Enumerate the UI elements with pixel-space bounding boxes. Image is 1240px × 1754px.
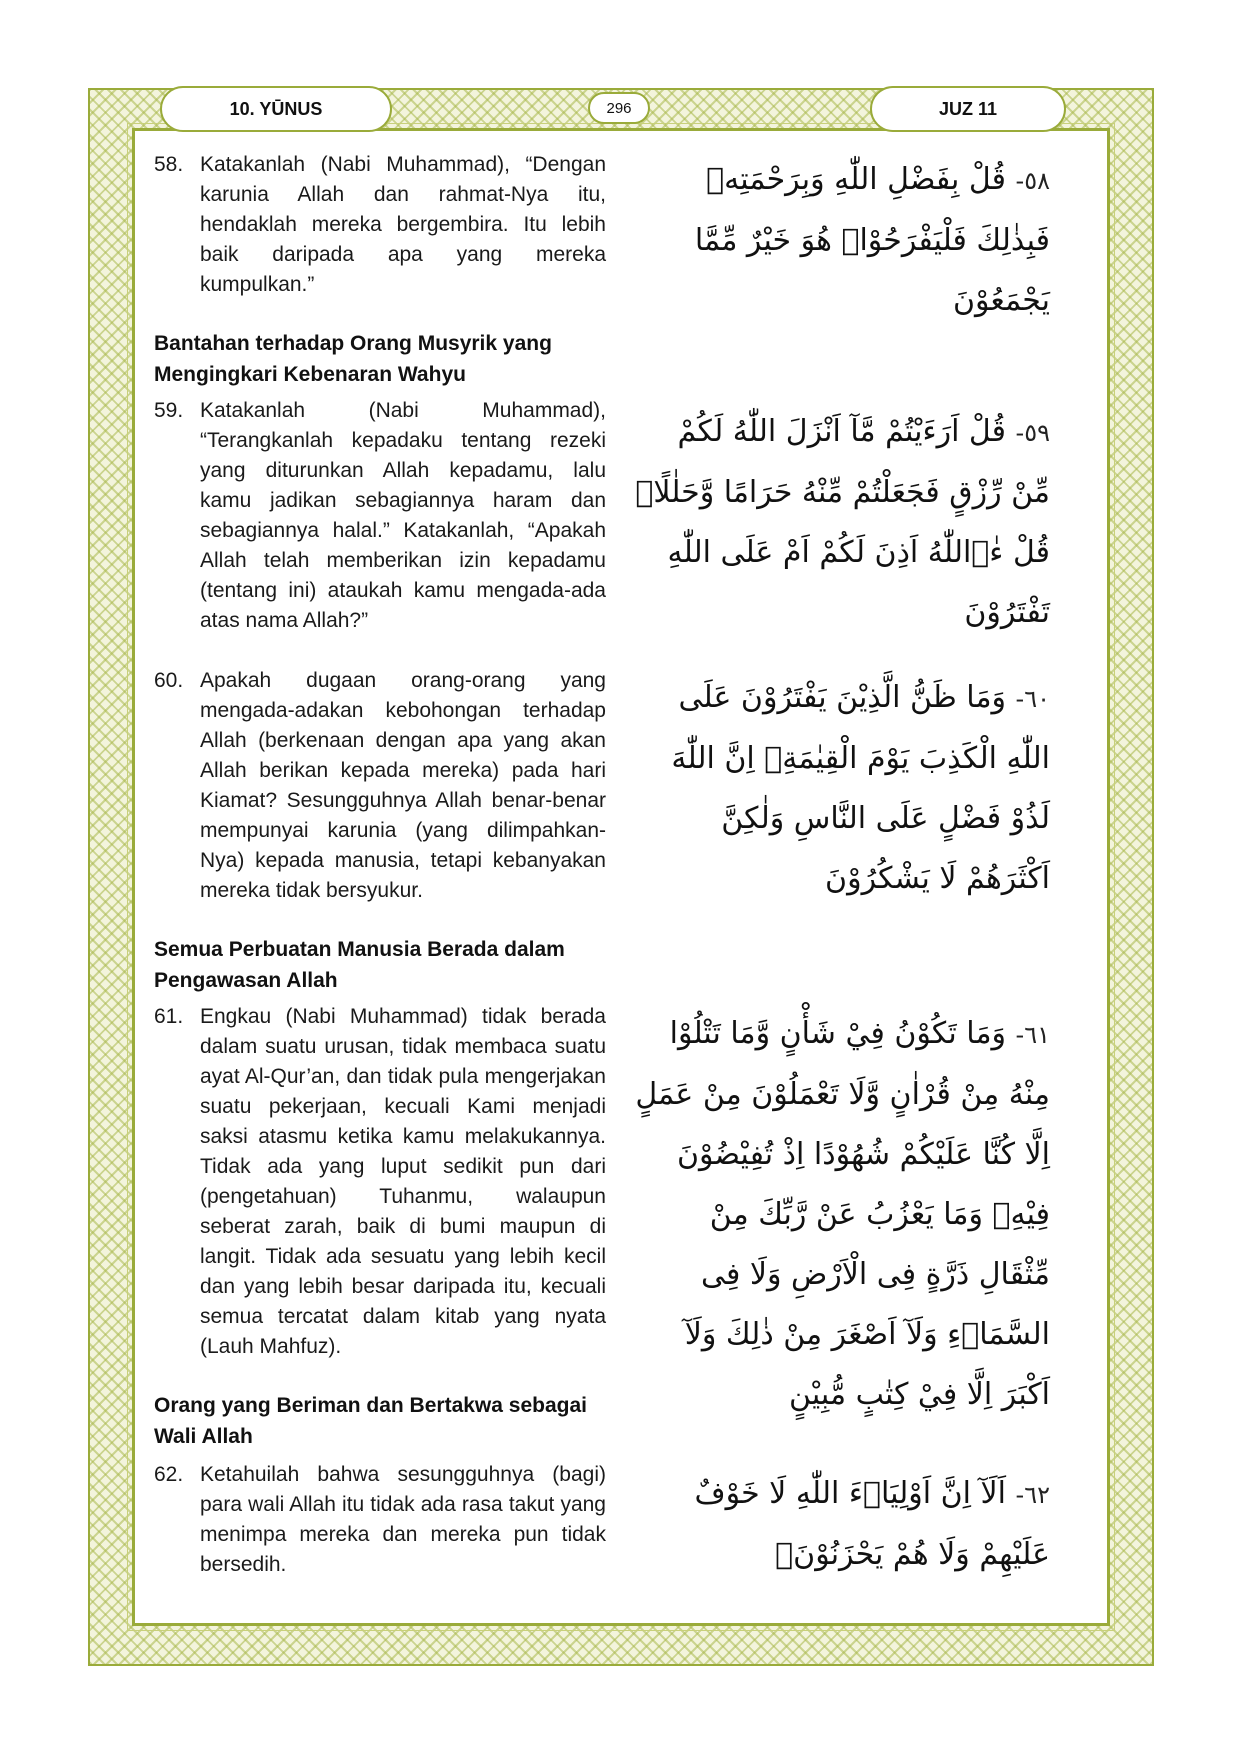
verse-translation: Engkau (Nabi Muhammad) tidak berada dalam suatu urusan, tidak membaca suatu ayat Al-Qur’an, dan tidak pula mengerjakan suatu pekerjaan, kecuali Kami menjadi saksi atasmu ketika kamu melakukannya. Tidak ada yang luput sedikit pun dari (pengetahuan) Tuhanmu, walaupun seberat zarah, baik di bumi maupun di langit. Tidak ada sesuatu yang lebih kecil dan yang lebih besar daripada itu, kecuali semua tercatat dalam kitab yang nyata (Lauh Mahfuz). [200,1005,606,1358]
arabic-verse-61 [630,1004,1050,1425]
translation-verse-59 [154,396,606,636]
translation-verse-61 [154,1002,606,1362]
page-number: 296 [588,92,650,124]
arabic-verse-number: ٥٨- [1015,167,1050,195]
verse-translation: Katakanlah (Nabi Muhammad), “Terangkanlah kepadaku tentang rezeki yang diturunkan Allah kepadamu, lalu kamu jadikan sebagiannya haram dan sebagiannya halal.” Katakanlah, “Apakah Allah telah memberikan izin kepadamu (tentang ini) ataukah kamu mengada-ada atas nama Allah?” [200,399,606,632]
section-heading: Bantahan terhadap Orang Musyrik yang Mengingkari Kebenaran Wahyu [154,332,552,386]
arabic-verse-62 [630,1464,1050,1585]
arabic-text: وَمَا ظَنُّ الَّذِيْنَ يَفْتَرُوْنَ عَلَى اللّٰهِ الْكَذِبَ يَوْمَ الْقِيٰمَةِۗ اِنَّ اللّٰهَ لَذُوْ فَضْلٍ عَلَى النَّاسِ وَلٰكِنَّ اَكْثَرَهُمْ لَا يَشْكُرُوْنَ [671,680,1050,896]
juz-label: JUZ 11 [870,86,1066,132]
verse-number: 61. [154,1005,184,1028]
translation-verse-62 [154,1460,606,1580]
arabic-verse-number: ٦٢- [1015,1481,1050,1509]
verse-number: 59. [154,399,184,422]
verse-number: 62. [154,1463,184,1486]
arabic-verse-number: ٦١- [1015,1021,1050,1049]
arabic-verse-59 [630,402,1050,643]
translation-verse-60 [154,666,606,906]
arabic-text: اَلَآ اِنَّ اَوْلِيَاۤءَ اللّٰهِ لَا خَوْفٌ عَلَيْهِمْ وَلَا هُمْ يَحْزَنُوْنَۚ [694,1476,1050,1572]
section-heading: Semua Perbuatan Manusia Berada dalam Pengawasan Allah [154,938,565,992]
section-heading: Orang yang Beriman dan Bertakwa sebagai Wali Allah [154,1394,587,1448]
surah-title: 10. YŪNUS [160,86,392,132]
arabic-text: قُلْ بِفَضْلِ اللّٰهِ وَبِرَحْمَتِهٖ فَبِذٰلِكَ فَلْيَفْرَحُوْاۗ هُوَ خَيْرٌ مِّمَّا يَجْمَعُوْنَ [694,162,1050,318]
verse-translation: Ketahuilah bahwa sesungguhnya (bagi) para wali Allah itu tidak ada rasa takut yang menimpa mereka dan mereka pun tidak bersedih. [200,1463,606,1576]
verse-number: 60. [154,669,184,692]
arabic-verse-number: ٥٩- [1015,419,1050,447]
verse-number: 58. [154,153,184,176]
verse-translation: Katakanlah (Nabi Muhammad), “Dengan karunia Allah dan rahmat-Nya itu, hendaklah mereka bergembira. Itu lebih baik daripada apa yang mereka kumpulkan.” [200,153,606,296]
verse-translation: Apakah dugaan orang-orang yang mengada-adakan kebohongan terhadap Allah (berkenaan dengan apa yang akan Allah berikan kepada mereka) pada hari Kiamat? Sesungguhnya Allah benar-benar mempunyai karunia (yang dilimpahkan-Nya) kepada manusia, tetapi kebanyakan mereka tidak bersyukur. [200,669,606,902]
arabic-text: وَمَا تَكُوْنُ فِيْ شَأْنٍ وَّمَا تَتْلُوْا مِنْهُ مِنْ قُرْاٰنٍ وَّلَا تَعْمَلُوْنَ مِنْ عَمَلٍ اِلَّا كُنَّا عَلَيْكُمْ شُهُوْدًا اِذْ تُفِيْضُوْنَ فِيْهِۗ وَمَا يَعْزُبُ عَنْ رَّبِّكَ مِنْ مِّثْقَالِ ذَرَّةٍ فِى الْاَرْضِ وَلَا فِى السَّمَاۤءِ وَلَآ اَصْغَرَ مِنْ ذٰلِكَ وَلَآ اَكْبَرَ اِلَّا فِيْ كِتٰبٍ مُّبِيْنٍ [635,1016,1050,1412]
arabic-text: قُلْ اَرَءَيْتُمْ مَّآ اَنْزَلَ اللّٰهُ لَكُمْ مِّنْ رِّزْقٍ فَجَعَلْتُمْ مِّنْهُ حَرَامًا وَّحَلٰلًاۗ قُلْ ءٰۤاللّٰهُ اَذِنَ لَكُمْ اَمْ عَلَى اللّٰهِ تَفْتَرُوْنَ [635,414,1050,630]
translation-verse-58 [154,150,606,300]
arabic-verse-60 [630,668,1050,909]
arabic-verse-number: ٦٠- [1015,685,1050,713]
arabic-verse-58 [630,150,1050,331]
